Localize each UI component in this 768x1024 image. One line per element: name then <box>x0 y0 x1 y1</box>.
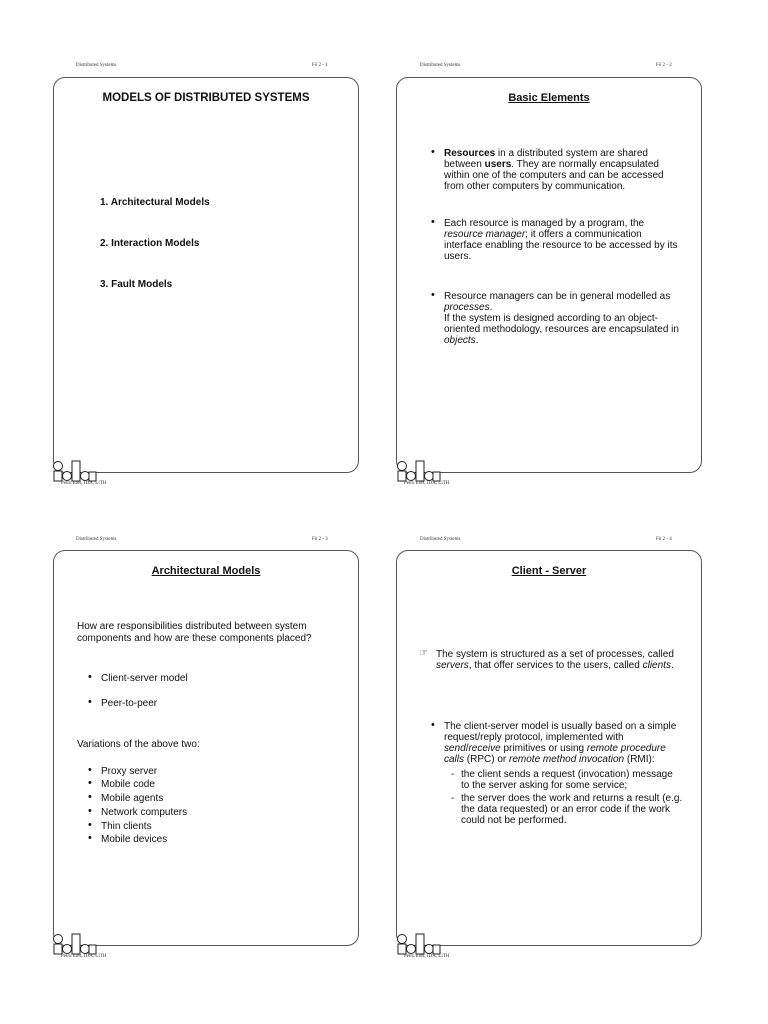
bullet-item <box>88 671 188 684</box>
bullet-text: / <box>465 743 469 754</box>
bullet-icon: • <box>88 777 92 789</box>
bullet-item <box>88 791 164 804</box>
italic-term: processes <box>444 302 490 313</box>
slide-title: Basic Elements <box>508 92 590 104</box>
italic-term: remote method invocation <box>509 754 625 765</box>
bullet-text: . They are normally encapsulated within one of the computers and can be accessed from other computers by communication. <box>444 159 664 192</box>
slide-basic-elements <box>396 77 702 473</box>
slide-architectural-models <box>53 550 359 946</box>
institution-logo-icon <box>396 933 442 955</box>
bullet-text: Client-server model <box>101 673 188 684</box>
bullet-icon: • <box>431 289 435 301</box>
slide-client-server <box>396 550 702 946</box>
bullet-icon: • <box>88 671 92 683</box>
bullet-text: Mobile devices <box>101 834 168 845</box>
bullet-text: Mobile agents <box>101 793 164 804</box>
dash-icon: - <box>451 793 455 804</box>
page-header-left-1: Distributed Systems <box>76 63 117 68</box>
bullet-icon: • <box>88 696 92 708</box>
list-item: 2. Interaction Models <box>100 238 200 249</box>
pointing-hand-icon: ☞ <box>419 648 428 659</box>
italic-term: resource manager <box>444 229 526 240</box>
bullet-item <box>88 777 155 790</box>
bullet-text: (RPC) or <box>464 754 510 765</box>
slide-title: Architectural Models <box>151 565 261 577</box>
institution-logo-icon <box>52 933 98 955</box>
bullet-icon: • <box>88 805 92 817</box>
question-text: How are responsibilities distributed between system components and how are these components placed? <box>77 621 312 644</box>
page-header-right-2: Fö 2 - 2 <box>656 63 672 68</box>
bullet-text: Proxy server <box>101 766 158 777</box>
page-footer-3: Petru Eles, IDA, LiTH <box>61 954 107 959</box>
bullet-icon: • <box>431 216 435 228</box>
bullet-item <box>88 696 158 709</box>
bullet-text: (RMI): <box>624 754 655 765</box>
page-footer-1: Petru Eles, IDA, LiTH <box>61 481 107 486</box>
bullet-item <box>431 719 682 765</box>
bullet-item <box>431 289 679 346</box>
italic-term: objects <box>444 335 476 346</box>
page-header-left-3: Distributed Systems <box>76 537 117 542</box>
italic-term: servers <box>436 660 469 671</box>
italic-term: receive <box>468 743 501 754</box>
bullet-icon: • <box>431 146 435 158</box>
bullet-item <box>431 146 679 192</box>
italic-term: remote procedure calls <box>444 743 666 765</box>
bullet-icon: • <box>431 719 435 731</box>
bullet-icon: • <box>88 832 92 844</box>
page-footer-4: Petru Eles, IDA, LiTH <box>404 954 450 959</box>
bold-term: Resources <box>444 148 496 159</box>
institution-logo-icon <box>396 460 442 482</box>
page-header-left-2: Distributed Systems <box>420 63 461 68</box>
bold-term: users <box>484 159 512 170</box>
bullet-item <box>88 805 188 818</box>
bullet-text: Resource managers can be in general modelled as <box>444 291 671 302</box>
italic-term: clients <box>642 660 671 671</box>
bullet-text: ; it offers a communication interface enabling the resource to be accessed by its users. <box>444 229 678 262</box>
slide-title: Client - Server <box>511 565 587 577</box>
bullet-icon: • <box>88 791 92 803</box>
page-header-right-3: Fö 2 - 3 <box>312 537 328 542</box>
sub-bullet-text: the client sends a request (invocation) message to the server asking for some service; <box>461 769 673 791</box>
list-item: 3. Fault Models <box>100 279 173 290</box>
bullet-item <box>431 216 679 262</box>
bullet-text: Thin clients <box>101 821 152 832</box>
bullet-text: Network computers <box>101 807 188 818</box>
sub-bullet-text: the server does the work and returns a result (e.g. the data requested) or an error code if the work could not be performed. <box>461 793 683 826</box>
bullet-text: The client-server model is usually based on a simple request/reply protocol, implemented with <box>444 721 677 743</box>
bullet-text: . <box>670 660 674 671</box>
bullet-text: Mobile code <box>101 779 155 790</box>
page-header-left-4: Distributed Systems <box>420 537 461 542</box>
page-footer-2: Petru Eles, IDA, LiTH <box>404 481 450 486</box>
sub-bullet-item <box>451 769 683 791</box>
slide-title: MODELS OF DISTRIBUTED SYSTEMS <box>102 92 310 104</box>
institution-logo-icon <box>52 460 98 482</box>
italic-term: send <box>444 743 466 754</box>
page-header-right-4: Fö 2 - 4 <box>656 537 672 542</box>
bullet-icon: • <box>88 819 92 831</box>
list-item: 1. Architectural Models <box>100 197 210 208</box>
bullet-text: Each resource is managed by a program, the <box>444 218 645 229</box>
bullet-text: in a distributed system are shared between <box>444 148 648 170</box>
bullet-text: primitives or using <box>500 743 587 754</box>
variations-label: Variations of the above two: <box>77 739 200 750</box>
bullet-text: The system is structured as a set of processes, called <box>436 649 674 660</box>
bullet-text: Peer-to-peer <box>101 698 158 709</box>
bullet-text: , that offer services to the users, called <box>468 660 643 671</box>
bullet-text: If the system is designed according to an object-oriented methodology, resources are encapsulated in <box>444 313 679 335</box>
bullet-text: . <box>475 335 479 346</box>
dash-icon: - <box>451 769 455 780</box>
bullet-item <box>88 764 158 777</box>
page-header-right-1: Fö 2 - 1 <box>312 63 328 68</box>
pointing-item <box>419 648 681 671</box>
bullet-item <box>88 819 152 832</box>
sub-bullet-item <box>451 793 683 826</box>
bullet-item <box>88 832 168 845</box>
bullet-text: . <box>489 302 493 313</box>
slide-models <box>53 77 359 473</box>
bullet-icon: • <box>88 764 92 776</box>
